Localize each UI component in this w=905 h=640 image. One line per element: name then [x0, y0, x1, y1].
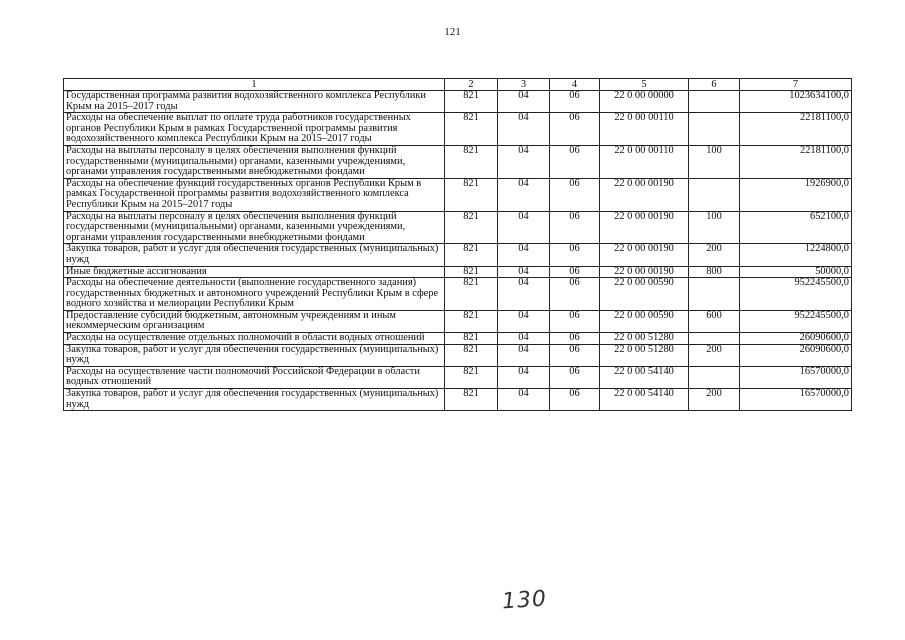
row-col-3: 04 — [498, 266, 550, 278]
row-col-6: 200 — [689, 244, 740, 266]
header-col-1: 1 — [64, 79, 445, 91]
row-col-6: 200 — [689, 389, 740, 411]
row-name: Предоставление субсидий бюджетным, автономным учреждениям и иным некоммерческим организациям — [64, 310, 445, 332]
row-col-5: 22 0 00 54140 — [600, 366, 689, 388]
row-col-2: 821 — [445, 244, 498, 266]
row-col-5: 22 0 00 00590 — [600, 310, 689, 332]
row-col-2: 821 — [445, 266, 498, 278]
row-col-5: 22 0 00 00110 — [600, 113, 689, 146]
row-col-5: 22 0 00 00190 — [600, 211, 689, 244]
row-col-6 — [689, 113, 740, 146]
row-col-2: 821 — [445, 278, 498, 311]
row-col-3: 04 — [498, 278, 550, 311]
row-col-5: 22 0 00 51280 — [600, 333, 689, 345]
row-col-4: 06 — [550, 266, 600, 278]
row-name: Расходы на выплаты персоналу в целях обеспечения выполнения функций государственными (муниципальными) органами, казенными учреждениями, органами управления государственными внебюджетными фондами — [64, 145, 445, 178]
header-col-7: 7 — [740, 79, 852, 91]
table-row — [64, 178, 852, 211]
row-col-5: 22 0 00 54140 — [600, 389, 689, 411]
row-col-3: 04 — [498, 389, 550, 411]
row-col-2: 821 — [445, 344, 498, 366]
row-amount: 16570000,0 — [740, 366, 852, 388]
row-col-5: 22 0 00 00590 — [600, 278, 689, 311]
row-amount: 1926900,0 — [740, 178, 852, 211]
row-amount: 26090600,0 — [740, 344, 852, 366]
table-row — [64, 145, 852, 178]
row-col-2: 821 — [445, 211, 498, 244]
table-row — [64, 389, 852, 411]
row-col-4: 06 — [550, 344, 600, 366]
row-col-3: 04 — [498, 244, 550, 266]
row-amount: 652100,0 — [740, 211, 852, 244]
row-col-5: 22 0 00 00190 — [600, 244, 689, 266]
row-col-2: 821 — [445, 145, 498, 178]
table-row — [64, 91, 852, 113]
row-col-3: 04 — [498, 366, 550, 388]
header-col-4: 4 — [550, 79, 600, 91]
row-amount: 50000,0 — [740, 266, 852, 278]
row-col-3: 04 — [498, 344, 550, 366]
row-name: Расходы на обеспечение выплат по оплате труда работников государственных органов Республики Крым в рамках Государственной программы развития водохозяйственного комплекса Республики Крым на 2015–2017 годы — [64, 113, 445, 146]
row-col-2: 821 — [445, 91, 498, 113]
row-col-6: 100 — [689, 145, 740, 178]
table-row — [64, 211, 852, 244]
row-amount: 26090600,0 — [740, 333, 852, 345]
row-col-4: 06 — [550, 333, 600, 345]
row-col-3: 04 — [498, 310, 550, 332]
row-amount: 1023634100,0 — [740, 91, 852, 113]
row-col-4: 06 — [550, 278, 600, 311]
row-name: Закупка товаров, работ и услуг для обеспечения государственных (муниципальных) нужд — [64, 344, 445, 366]
row-name: Расходы на выплаты персоналу в целях обеспечения выполнения функций государственными (муниципальными) органами, казенными учреждениями, органами управления государственными внебюджетными фондами — [64, 211, 445, 244]
table-row — [64, 244, 852, 266]
row-col-5: 22 0 00 00190 — [600, 266, 689, 278]
row-col-6: 800 — [689, 266, 740, 278]
row-col-2: 821 — [445, 113, 498, 146]
row-col-3: 04 — [498, 333, 550, 345]
row-col-5: 22 0 00 00110 — [600, 145, 689, 178]
row-name: Государственная программа развития водохозяйственного комплекса Республики Крым на 2015–2017 годы — [64, 91, 445, 113]
row-col-3: 04 — [498, 178, 550, 211]
row-col-3: 04 — [498, 211, 550, 244]
row-col-5: 22 0 00 00000 — [600, 91, 689, 113]
row-col-6 — [689, 333, 740, 345]
row-amount: 22181100,0 — [740, 113, 852, 146]
row-col-6 — [689, 366, 740, 388]
row-name: Расходы на осуществление отдельных полномочий в области водных отношений — [64, 333, 445, 345]
row-name: Расходы на обеспечение деятельности (выполнение государственного задания) государственных бюджетных и автономного учреждений Республики Крым в сфере водного хозяйства и мелиорации Республики Крым — [64, 278, 445, 311]
header-col-3: 3 — [498, 79, 550, 91]
row-col-2: 821 — [445, 178, 498, 211]
table-header-row — [64, 79, 852, 91]
row-col-4: 06 — [550, 244, 600, 266]
header-col-5: 5 — [600, 79, 689, 91]
budget-table — [63, 78, 852, 411]
row-col-5: 22 0 00 51280 — [600, 344, 689, 366]
row-name: Иные бюджетные ассигнования — [64, 266, 445, 278]
row-col-6 — [689, 178, 740, 211]
row-col-2: 821 — [445, 333, 498, 345]
table-row — [64, 113, 852, 146]
row-col-3: 04 — [498, 91, 550, 113]
row-name: Закупка товаров, работ и услуг для обеспечения государственных (муниципальных) нужд — [64, 244, 445, 266]
handwritten-page-number: 130 — [501, 586, 548, 615]
table-row — [64, 333, 852, 345]
row-col-2: 821 — [445, 310, 498, 332]
table-row — [64, 366, 852, 388]
table-row — [64, 278, 852, 311]
row-amount: 22181100,0 — [740, 145, 852, 178]
row-col-6 — [689, 278, 740, 311]
row-col-4: 06 — [550, 389, 600, 411]
row-col-4: 06 — [550, 145, 600, 178]
row-amount: 1224800,0 — [740, 244, 852, 266]
row-col-4: 06 — [550, 113, 600, 146]
row-name: Расходы на осуществление части полномочий Российской Федерации в области водных отношений — [64, 366, 445, 388]
row-col-5: 22 0 00 00190 — [600, 178, 689, 211]
row-col-3: 04 — [498, 113, 550, 146]
row-name: Закупка товаров, работ и услуг для обеспечения государственных (муниципальных) нужд — [64, 389, 445, 411]
row-col-4: 06 — [550, 366, 600, 388]
row-col-2: 821 — [445, 366, 498, 388]
row-col-4: 06 — [550, 211, 600, 244]
row-col-4: 06 — [550, 91, 600, 113]
row-amount: 952245500,0 — [740, 278, 852, 311]
row-name: Расходы на обеспечение функций государственных органов Республики Крым в рамках Государственной программы развития водохозяйственного комплекса Республики Крым на 2015–2017 годы — [64, 178, 445, 211]
row-col-3: 04 — [498, 145, 550, 178]
row-col-6: 600 — [689, 310, 740, 332]
table-row — [64, 310, 852, 332]
row-col-6: 200 — [689, 344, 740, 366]
table-row — [64, 344, 852, 366]
row-col-6: 100 — [689, 211, 740, 244]
header-col-2: 2 — [445, 79, 498, 91]
table-row — [64, 266, 852, 278]
header-col-6: 6 — [689, 79, 740, 91]
row-amount: 952245500,0 — [740, 310, 852, 332]
row-col-4: 06 — [550, 310, 600, 332]
row-col-4: 06 — [550, 178, 600, 211]
row-amount: 16570000,0 — [740, 389, 852, 411]
page-number: 121 — [444, 26, 461, 38]
row-col-6 — [689, 91, 740, 113]
row-col-2: 821 — [445, 389, 498, 411]
